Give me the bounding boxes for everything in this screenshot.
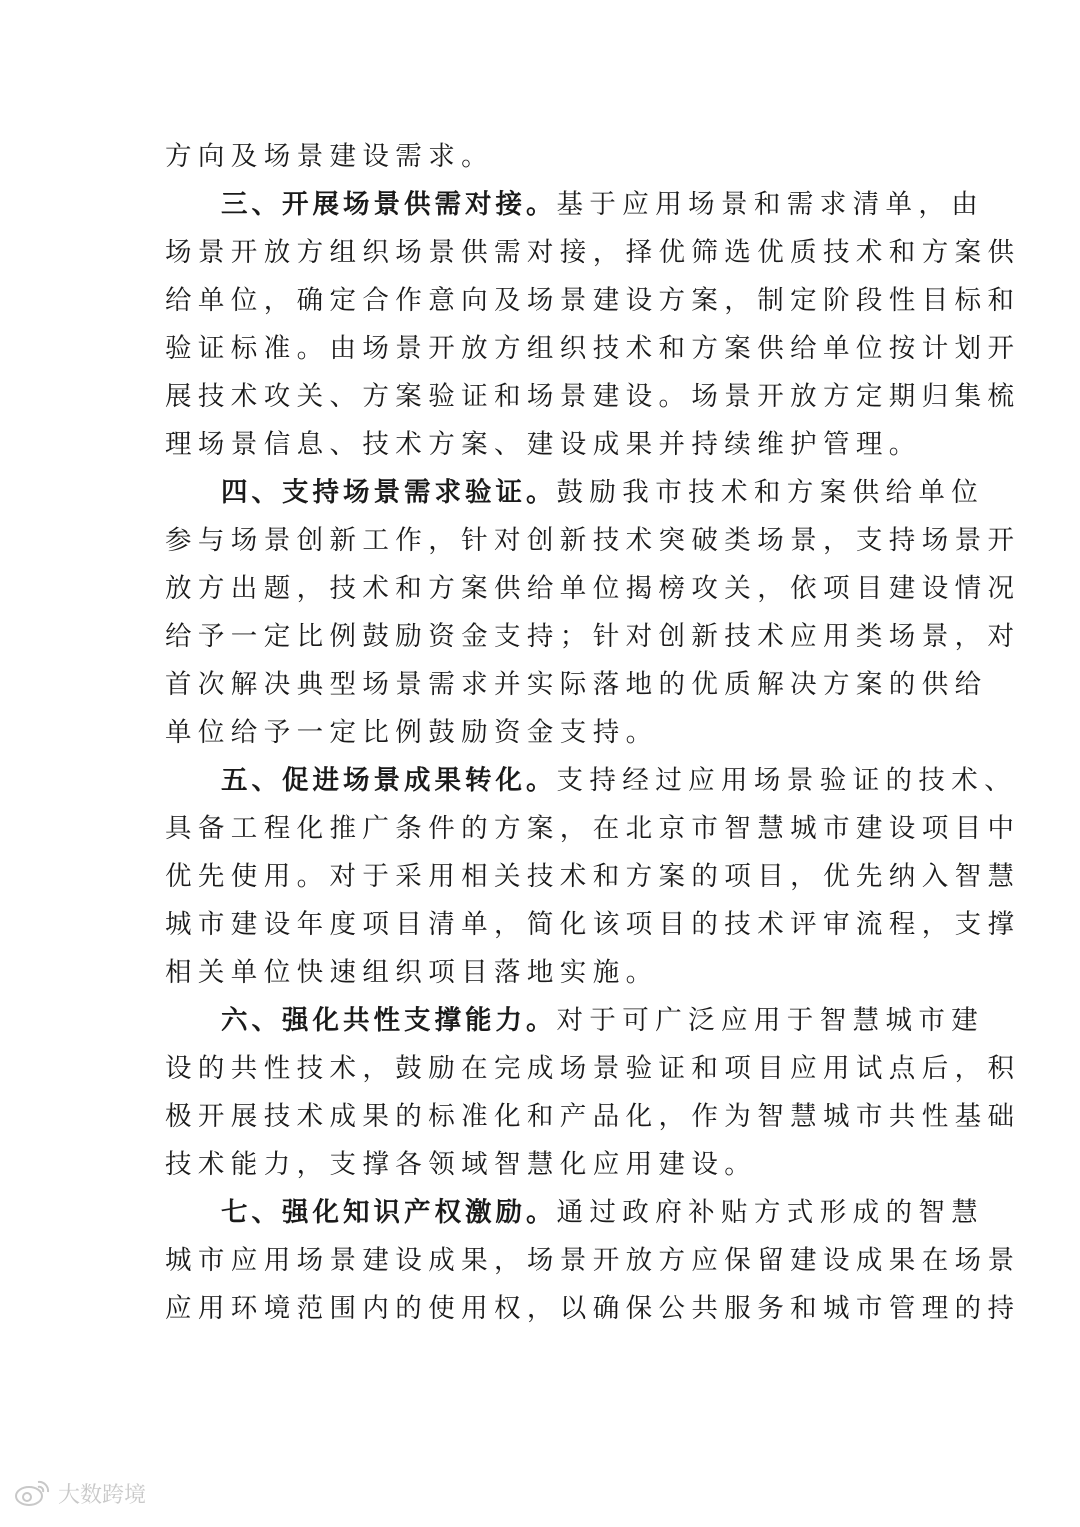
paragraph-line	[165, 805, 1021, 853]
body-text: 设的共性技术，鼓励在完成场景验证和项目应用试点后，积	[165, 1053, 1021, 1084]
section-heading-7: 七、强化知识产权激励。	[221, 1197, 557, 1228]
watermark	[14, 1476, 146, 1510]
paragraph-line	[165, 325, 1021, 373]
paragraph-line	[165, 901, 1021, 949]
watermark-text: 大数跨境	[58, 1482, 147, 1508]
body-text: 对于可广泛应用于智慧城市建	[556, 1005, 985, 1036]
body-text: 理场景信息、技术方案、建设成果并持续维护管理。	[165, 429, 922, 460]
body-text: 首次解决典型场景需求并实际落地的优质解决方案的供给	[165, 669, 988, 700]
body-text: 给单位，确定合作意向及场景建设方案，制定阶段性目标和	[165, 285, 1021, 316]
paragraph-line	[165, 373, 1021, 421]
body-text: 鼓励我市技术和方案供给单位	[556, 477, 985, 508]
paragraph-line	[165, 613, 1021, 661]
body-text: 基于应用场景和需求清单，由	[556, 189, 985, 220]
paragraph-line	[165, 1141, 915, 1189]
paragraph-line	[165, 853, 1021, 901]
weibo-style-logo-icon	[14, 1478, 52, 1508]
paragraph-line	[165, 133, 915, 181]
paragraph-line	[165, 277, 1021, 325]
paragraph-line	[165, 949, 915, 997]
section-heading-3: 三、开展场景供需对接。	[221, 189, 557, 220]
section-heading-5: 五、促进场景成果转化。	[221, 765, 557, 796]
body-text: 优先使用。对于采用相关技术和方案的项目，优先纳入智慧	[165, 861, 1021, 892]
paragraph-line	[165, 1045, 1021, 1093]
body-text: 城市建设年度项目清单，简化该项目的技术评审流程，支撑	[165, 909, 1021, 940]
body-text: 城市应用场景建设成果，场景开放方应保留建设成果在场景	[165, 1245, 1021, 1276]
body-text: 参与场景创新工作，针对创新技术突破类场景，支持场景开	[165, 525, 1021, 556]
body-text: 单位给予一定比例鼓励资金支持。	[165, 717, 659, 748]
body-text: 支持经过应用场景验证的技术、	[556, 765, 1018, 796]
paragraph-line	[165, 1237, 1021, 1285]
body-text: 方向及场景建设需求。	[165, 141, 494, 172]
section-heading-4: 四、支持场景需求验证。	[221, 477, 557, 508]
body-text: 通过政府补贴方式形成的智慧	[556, 1197, 985, 1228]
body-text: 放方出题，技术和方案供给单位揭榜攻关，依项目建设情况	[165, 573, 1021, 604]
paragraph-line	[165, 661, 988, 709]
body-text: 具备工程化推广条件的方案，在北京市智慧城市建设项目中	[165, 813, 1021, 844]
paragraph-line	[165, 229, 1021, 277]
body-text: 相关单位快速组织项目落地实施。	[165, 957, 659, 988]
paragraph-line	[165, 709, 915, 757]
body-text: 应用环境范围内的使用权，以确保公共服务和城市管理的持	[165, 1293, 1021, 1324]
paragraph-line	[165, 517, 1021, 565]
paragraph-line	[165, 1093, 1021, 1141]
paragraph-line	[165, 469, 985, 517]
body-text: 场景开放方组织场景供需对接，择优筛选优质技术和方案供	[165, 237, 1021, 268]
body-text: 技术能力，支撑各领域智慧化应用建设。	[165, 1149, 758, 1180]
paragraph-line	[165, 1189, 985, 1237]
paragraph-line	[165, 997, 985, 1045]
paragraph-line	[165, 421, 922, 469]
paragraph-line	[165, 565, 1021, 613]
document-body	[165, 133, 1021, 1333]
paragraph-line	[165, 757, 1018, 805]
body-text: 展技术攻关、方案验证和场景建设。场景开放方定期归集梳	[165, 381, 1021, 412]
section-heading-6: 六、强化共性支撑能力。	[221, 1005, 557, 1036]
body-text: 验证标准。由场景开放方组织技术和方案供给单位按计划开	[165, 333, 1021, 364]
body-text: 给予一定比例鼓励资金支持；针对创新技术应用类场景，对	[165, 621, 1021, 652]
paragraph-line	[165, 181, 985, 229]
paragraph-line	[165, 1285, 1021, 1333]
body-text: 极开展技术成果的标准化和产品化，作为智慧城市共性基础	[165, 1101, 1021, 1132]
